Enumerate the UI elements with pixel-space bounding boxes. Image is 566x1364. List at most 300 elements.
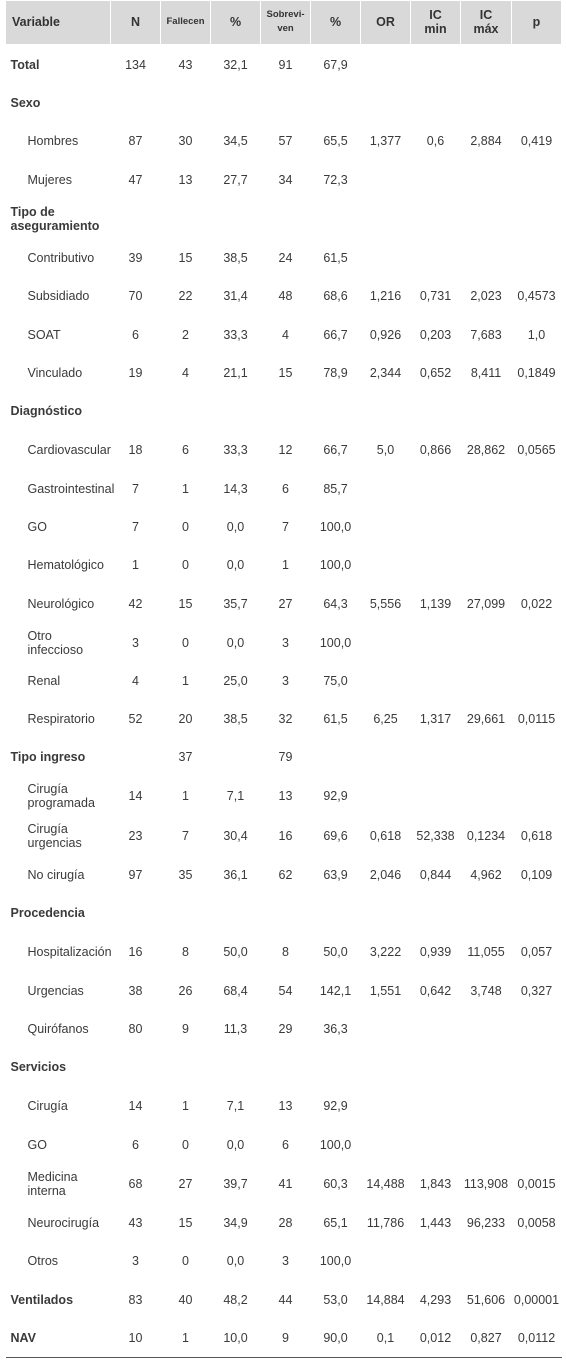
table-cell bbox=[311, 199, 361, 239]
table-cell: 16 bbox=[278, 828, 293, 843]
table-row bbox=[6, 1010, 562, 1048]
table-cell bbox=[361, 1048, 411, 1086]
table-cell: 28 bbox=[278, 1215, 293, 1230]
row-label: Mujeres bbox=[27, 172, 72, 187]
table-cell: 7,683 bbox=[470, 327, 502, 342]
table-cell: 1,843 bbox=[419, 1176, 452, 1191]
table-cell: 68,6 bbox=[323, 289, 348, 303]
row-label: Cirugía programada bbox=[27, 781, 95, 810]
table-cell bbox=[311, 738, 361, 776]
table-body bbox=[6, 45, 562, 1358]
table-cell bbox=[411, 776, 461, 816]
section-row bbox=[6, 894, 562, 932]
table-cell: 23 bbox=[128, 828, 143, 843]
table-cell bbox=[461, 392, 512, 430]
table-cell: 0,0 bbox=[226, 1253, 245, 1268]
table-cell bbox=[512, 546, 562, 584]
table-cell: 28,862 bbox=[466, 442, 506, 457]
row-label: Servicios bbox=[10, 1059, 67, 1074]
table-cell: 1 bbox=[282, 557, 289, 572]
table-cell: 15 bbox=[178, 1215, 193, 1230]
table-cell: 0,327 bbox=[520, 983, 553, 998]
table-cell bbox=[211, 894, 261, 932]
table-cell bbox=[211, 85, 261, 121]
section-row bbox=[6, 738, 562, 776]
table-cell bbox=[361, 546, 411, 584]
table-cell: 0,827 bbox=[461, 1320, 512, 1358]
table-cell: 7,1 bbox=[226, 1098, 245, 1113]
row-label: Renal bbox=[27, 673, 61, 688]
table-cell: 14,884 bbox=[366, 1292, 405, 1307]
table-cell: 0,0058 bbox=[517, 1215, 556, 1230]
table-cell: 26 bbox=[178, 983, 193, 998]
table-cell: 1 bbox=[132, 557, 139, 572]
table-cell bbox=[512, 392, 562, 430]
row-label: Urgencias bbox=[27, 983, 84, 998]
table-cell: 27 bbox=[278, 596, 293, 611]
table-cell bbox=[512, 1242, 562, 1280]
table-cell bbox=[211, 1048, 261, 1086]
table-cell: 34 bbox=[278, 172, 293, 187]
table-cell: 6 bbox=[282, 481, 289, 496]
table-cell: 0,652 bbox=[419, 365, 452, 380]
table-cell: 7,1 bbox=[226, 788, 245, 803]
table-cell bbox=[161, 199, 211, 239]
table-cell: 11,3 bbox=[223, 1021, 248, 1036]
table-cell: 75,0 bbox=[323, 673, 348, 688]
table-cell: 0,618 bbox=[520, 828, 553, 843]
table-cell: 20 bbox=[178, 711, 193, 726]
table-cell bbox=[411, 1010, 461, 1048]
table-cell: 18 bbox=[128, 442, 143, 457]
row-label: Contributivo bbox=[27, 250, 95, 265]
table-cell: 4 bbox=[282, 327, 289, 342]
table-cell: 69,6 bbox=[323, 828, 348, 843]
table-cell bbox=[361, 161, 411, 199]
row-label: Hematológico bbox=[27, 557, 104, 572]
table-cell: 1,216 bbox=[369, 289, 402, 303]
table-cell: 0,203 bbox=[419, 327, 452, 342]
table-cell: 4,962 bbox=[470, 867, 502, 882]
header-cell: OR bbox=[361, 1, 411, 45]
table-cell bbox=[311, 894, 361, 932]
table-cell: 1,377 bbox=[369, 133, 402, 148]
table-cell: 2,046 bbox=[369, 867, 402, 882]
table-row bbox=[6, 508, 562, 546]
table-cell: 63,9 bbox=[323, 867, 348, 882]
table-cell: 2,884 bbox=[470, 133, 502, 148]
table-row bbox=[6, 700, 562, 738]
table-cell: 36,3 bbox=[323, 1021, 348, 1036]
row-label: Procedencia bbox=[10, 905, 85, 920]
table-cell bbox=[111, 199, 161, 239]
table-cell: 38,5 bbox=[223, 250, 248, 265]
table-cell: 14 bbox=[128, 788, 143, 803]
table-cell: 0,618 bbox=[369, 828, 402, 843]
table-cell: 78,9 bbox=[323, 365, 348, 380]
table-cell: 0 bbox=[182, 519, 189, 534]
table-cell: 31,4 bbox=[223, 289, 248, 303]
table-cell: 0,1 bbox=[361, 1320, 411, 1358]
section-row bbox=[6, 1280, 562, 1320]
table-cell: 7 bbox=[132, 481, 139, 496]
table-cell bbox=[411, 199, 461, 239]
table-cell: 53,0 bbox=[323, 1292, 348, 1307]
table-cell: 66,7 bbox=[323, 442, 348, 457]
section-row bbox=[6, 392, 562, 430]
table-cell: 96,233 bbox=[466, 1215, 506, 1230]
table-cell: 30,4 bbox=[223, 828, 248, 843]
table-cell bbox=[461, 1048, 512, 1086]
table-cell: 32,1 bbox=[223, 58, 248, 72]
table-cell: 10 bbox=[111, 1320, 161, 1358]
table-cell: 1,0 bbox=[527, 327, 546, 342]
table-cell bbox=[461, 662, 512, 700]
table-cell: 0,926 bbox=[369, 327, 402, 342]
table-cell bbox=[461, 239, 512, 277]
table-cell: 3 bbox=[132, 1253, 139, 1268]
table-cell bbox=[512, 45, 562, 85]
header-cell: p bbox=[512, 1, 562, 45]
table-row bbox=[6, 316, 562, 354]
table-cell bbox=[411, 85, 461, 121]
table-cell bbox=[261, 85, 311, 121]
table-cell: 5,0 bbox=[376, 442, 395, 457]
table-cell: 52,338 bbox=[416, 828, 455, 843]
table-cell bbox=[411, 1086, 461, 1126]
row-label: Cirugía urgencias bbox=[27, 821, 82, 850]
row-label: Otro infeccioso bbox=[27, 628, 84, 657]
table-cell bbox=[361, 776, 411, 816]
table-cell: 100,0 bbox=[319, 557, 352, 572]
table-cell bbox=[512, 1048, 562, 1086]
table-cell: 2 bbox=[182, 327, 189, 342]
table-cell: 32 bbox=[278, 711, 293, 726]
table-cell: 11,055 bbox=[467, 944, 505, 959]
row-label: Respiratorio bbox=[27, 711, 95, 726]
table-cell bbox=[512, 199, 562, 239]
table-cell bbox=[411, 470, 461, 508]
table-cell bbox=[411, 508, 461, 546]
table-cell: 67,9 bbox=[323, 58, 348, 72]
section-row bbox=[6, 85, 562, 121]
table-cell: 0,0 bbox=[226, 1137, 245, 1152]
table-cell: 0,844 bbox=[419, 867, 452, 882]
table-cell: 0,866 bbox=[419, 442, 452, 457]
table-cell bbox=[311, 85, 361, 121]
table-cell: 7 bbox=[182, 828, 189, 843]
table-cell: 6 bbox=[182, 442, 189, 457]
table-cell bbox=[461, 624, 512, 662]
table-cell bbox=[261, 1048, 311, 1086]
table-cell: 57 bbox=[278, 133, 293, 148]
table-cell: 13 bbox=[278, 1098, 293, 1113]
table-cell: 92,9 bbox=[323, 788, 348, 803]
row-label: Hombres bbox=[27, 133, 79, 148]
table-cell: 4 bbox=[132, 673, 139, 688]
table-cell: 0,0115 bbox=[517, 711, 556, 726]
table-cell bbox=[411, 239, 461, 277]
table-cell bbox=[111, 1048, 161, 1086]
table-cell bbox=[261, 894, 311, 932]
table-cell bbox=[461, 776, 512, 816]
table-cell: 14 bbox=[128, 1098, 143, 1113]
table-cell: 1 bbox=[182, 673, 189, 688]
table-cell bbox=[411, 624, 461, 662]
table-cell: 24 bbox=[278, 250, 293, 265]
table-cell: 14,488 bbox=[366, 1176, 405, 1191]
row-label: Gastrointestinal bbox=[27, 481, 115, 496]
table-cell: 3 bbox=[282, 635, 289, 650]
table-cell: 6,25 bbox=[373, 711, 398, 726]
row-label: Vinculado bbox=[27, 365, 83, 380]
table-cell bbox=[261, 392, 311, 430]
table-cell bbox=[411, 161, 461, 199]
table-row bbox=[6, 1086, 562, 1126]
table-cell bbox=[361, 1010, 411, 1048]
table-cell: 97 bbox=[128, 867, 143, 882]
table-cell: 41 bbox=[278, 1176, 293, 1191]
row-label: Medicina interna bbox=[27, 1169, 78, 1198]
table-cell: 9 bbox=[261, 1320, 311, 1358]
table-cell: 19 bbox=[128, 365, 143, 380]
table-cell bbox=[411, 1242, 461, 1280]
header-cell: IC máx bbox=[461, 1, 512, 45]
table-cell: 100,0 bbox=[319, 519, 352, 534]
table-cell: 13 bbox=[278, 788, 293, 803]
table-cell: 0,0112 bbox=[512, 1320, 562, 1358]
row-label: NAV bbox=[6, 1320, 111, 1358]
table-cell bbox=[361, 85, 411, 121]
table-cell: 100,0 bbox=[319, 635, 352, 650]
table-cell: 1 bbox=[182, 481, 189, 496]
row-label: Cardiovascular bbox=[27, 442, 111, 457]
table-cell: 66,7 bbox=[323, 327, 348, 342]
table-cell: 12 bbox=[278, 442, 293, 457]
table-row bbox=[6, 776, 562, 816]
table-cell bbox=[361, 239, 411, 277]
table-cell: 2,344 bbox=[369, 365, 402, 380]
table-cell bbox=[512, 1086, 562, 1126]
header-cell: N bbox=[111, 1, 161, 45]
table-cell bbox=[512, 1010, 562, 1048]
table-cell bbox=[512, 662, 562, 700]
table-cell: 90,0 bbox=[311, 1320, 361, 1358]
table-cell: 0,0 bbox=[226, 557, 245, 572]
table-cell: 30 bbox=[178, 133, 193, 148]
row-label: Tipo de aseguramiento bbox=[10, 204, 100, 233]
table-cell bbox=[512, 239, 562, 277]
row-label: Subsidiado bbox=[27, 289, 90, 303]
table-cell: 80 bbox=[128, 1021, 143, 1036]
table-row bbox=[6, 1242, 562, 1280]
table-cell: 113,908 bbox=[463, 1176, 509, 1191]
table-cell bbox=[512, 776, 562, 816]
table-cell: 100,0 bbox=[319, 1137, 352, 1152]
table-cell: 35,7 bbox=[223, 596, 248, 611]
table-cell: 72,3 bbox=[323, 172, 348, 187]
table-cell: 0,0 bbox=[226, 635, 245, 650]
table-cell: 0 bbox=[182, 557, 189, 572]
table-cell: 29 bbox=[278, 1021, 293, 1036]
data-table bbox=[5, 0, 562, 1358]
table-cell: 6 bbox=[132, 327, 139, 342]
table-cell: 44 bbox=[278, 1292, 293, 1307]
table-cell: 6 bbox=[132, 1137, 139, 1152]
table-cell bbox=[411, 738, 461, 776]
table-cell bbox=[461, 546, 512, 584]
row-label: GO bbox=[27, 1137, 47, 1152]
table-cell: 33,3 bbox=[223, 442, 248, 457]
table-cell bbox=[111, 738, 161, 776]
row-label: Cirugía bbox=[27, 1098, 68, 1113]
header-cell: % bbox=[211, 1, 261, 45]
table-cell: 43 bbox=[178, 58, 193, 72]
table-cell: 64,3 bbox=[323, 596, 348, 611]
table-cell: 27 bbox=[178, 1176, 193, 1191]
table-cell: 25,0 bbox=[223, 673, 248, 688]
table-cell bbox=[512, 470, 562, 508]
table-row bbox=[6, 430, 562, 470]
table-cell: 3 bbox=[132, 635, 139, 650]
table-cell: 4,293 bbox=[419, 1292, 452, 1307]
table-cell: 7 bbox=[132, 519, 139, 534]
table-cell bbox=[311, 392, 361, 430]
section-row bbox=[6, 1320, 562, 1358]
table-cell: 38 bbox=[128, 983, 143, 998]
header-cell: Fallecen bbox=[161, 1, 211, 45]
table-cell: 36,1 bbox=[223, 867, 248, 882]
table-cell: 0,939 bbox=[419, 944, 452, 959]
table-cell: 39,7 bbox=[223, 1176, 248, 1191]
table-cell: 1,551 bbox=[369, 983, 402, 998]
table-cell bbox=[411, 392, 461, 430]
table-cell bbox=[512, 508, 562, 546]
table-row bbox=[6, 1164, 562, 1204]
table-cell bbox=[361, 199, 411, 239]
table-row bbox=[6, 584, 562, 624]
table-row bbox=[6, 662, 562, 700]
table-cell: 0,1849 bbox=[517, 365, 556, 380]
table-cell: 62 bbox=[278, 867, 293, 882]
header-cell: Sobrevi-ven bbox=[261, 1, 311, 45]
table-cell: 7 bbox=[282, 519, 289, 534]
table-cell bbox=[461, 1242, 512, 1280]
table-cell bbox=[161, 1048, 211, 1086]
table-cell bbox=[461, 45, 512, 85]
table-cell: 47 bbox=[128, 172, 143, 187]
table-cell: 87 bbox=[128, 133, 143, 148]
table-cell bbox=[361, 1086, 411, 1126]
row-label: Quirófanos bbox=[27, 1021, 89, 1036]
table-cell bbox=[361, 45, 411, 85]
table-cell: 0,642 bbox=[419, 983, 452, 998]
table-cell: 8 bbox=[282, 944, 289, 959]
table-cell bbox=[411, 546, 461, 584]
row-label: Total bbox=[10, 58, 40, 72]
table-cell bbox=[461, 738, 512, 776]
table-cell bbox=[111, 85, 161, 121]
table-cell: 15 bbox=[178, 250, 193, 265]
table-cell bbox=[512, 738, 562, 776]
table-cell: 54 bbox=[278, 983, 293, 998]
table-row bbox=[6, 277, 562, 316]
row-label: Tipo ingreso bbox=[10, 749, 86, 764]
row-label: No cirugía bbox=[27, 867, 85, 882]
table-cell: 91 bbox=[278, 58, 293, 72]
row-label: Neurocirugía bbox=[27, 1215, 100, 1230]
table-cell: 0,419 bbox=[520, 133, 553, 148]
table-cell: 0,00001 bbox=[513, 1292, 560, 1307]
table-cell: 51,606 bbox=[466, 1292, 506, 1307]
table-cell: 3,222 bbox=[369, 944, 402, 959]
table-cell bbox=[361, 508, 411, 546]
table-cell bbox=[461, 161, 512, 199]
table-cell bbox=[461, 199, 512, 239]
table-row bbox=[6, 972, 562, 1010]
table-cell bbox=[512, 894, 562, 932]
table-cell: 65,1 bbox=[323, 1215, 348, 1230]
table-row bbox=[6, 470, 562, 508]
table-cell: 3,748 bbox=[470, 983, 502, 998]
table-cell: 42 bbox=[128, 596, 143, 611]
table-cell: 0 bbox=[182, 635, 189, 650]
table-cell bbox=[111, 392, 161, 430]
table-cell: 15 bbox=[178, 596, 193, 611]
table-cell: 5,556 bbox=[369, 596, 402, 611]
table-cell: 61,5 bbox=[323, 250, 348, 265]
table-cell: 10,0 bbox=[211, 1320, 261, 1358]
table-cell: 1 bbox=[182, 788, 189, 803]
table-cell: 0,022 bbox=[520, 596, 553, 611]
table-cell: 9 bbox=[182, 1021, 189, 1036]
table-row bbox=[6, 121, 562, 161]
table-cell bbox=[361, 1242, 411, 1280]
table-cell: 1 bbox=[161, 1320, 211, 1358]
table-cell: 0 bbox=[182, 1253, 189, 1268]
table-cell: 0,0 bbox=[226, 519, 245, 534]
table-cell: 0,4573 bbox=[517, 289, 556, 303]
table-cell: 65,5 bbox=[323, 133, 348, 148]
table-cell: 68,4 bbox=[223, 983, 248, 998]
table-cell: 79 bbox=[278, 749, 293, 764]
table-cell: 0,057 bbox=[520, 944, 553, 959]
table-cell: 68 bbox=[128, 1176, 143, 1191]
table-cell bbox=[461, 1126, 512, 1164]
table-cell: 85,7 bbox=[323, 481, 348, 496]
table-cell: 37 bbox=[178, 749, 193, 764]
section-row bbox=[6, 45, 562, 85]
table-cell: 3 bbox=[282, 1253, 289, 1268]
table-cell bbox=[461, 1086, 512, 1126]
table-cell: 15 bbox=[278, 365, 293, 380]
table-row bbox=[6, 856, 562, 894]
row-label: Sexo bbox=[10, 95, 41, 110]
table-cell bbox=[411, 1048, 461, 1086]
table-cell: 0,6 bbox=[426, 133, 445, 148]
table-cell bbox=[411, 894, 461, 932]
table-cell: 100,0 bbox=[319, 1253, 352, 1268]
table-cell: 92,9 bbox=[323, 1098, 348, 1113]
table-row bbox=[6, 1204, 562, 1242]
table-cell bbox=[461, 894, 512, 932]
table-cell bbox=[461, 1010, 512, 1048]
table-cell bbox=[461, 508, 512, 546]
table-cell: 33,3 bbox=[223, 327, 248, 342]
table-cell: 60,3 bbox=[323, 1176, 348, 1191]
table-row bbox=[6, 239, 562, 277]
table-cell: 22 bbox=[178, 289, 193, 303]
